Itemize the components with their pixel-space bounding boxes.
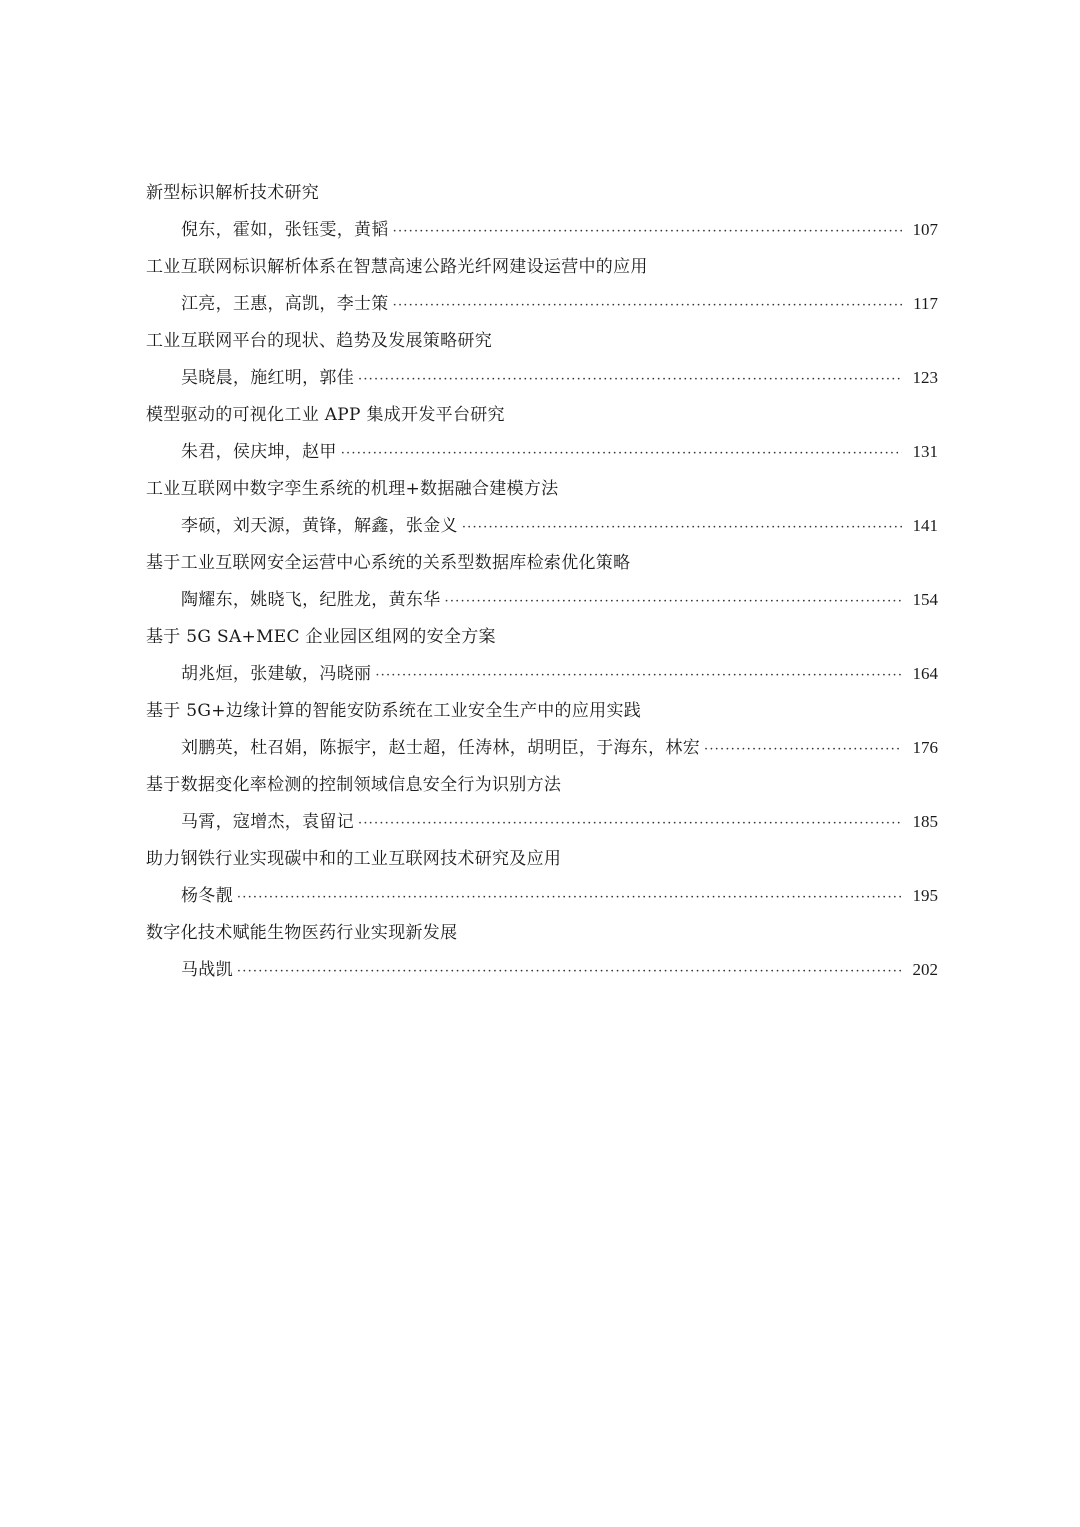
entry-authors: 杨冬靓 (181, 886, 233, 906)
entry-authors: 刘鹏英，杜召娟，陈振宇，赵士超，任涛林，胡明臣，于海东，林宏 (181, 738, 700, 758)
entry-authors: 马霄，寇增杰，袁留记 (181, 812, 354, 832)
entry-byline (146, 732, 938, 769)
entry-title: 数字化技术赋能生物医药行业实现新发展 (146, 923, 458, 943)
entry-page-number: 123 (912, 368, 938, 387)
entry-title: 模型驱动的可视化工业 APP 集成开发平台研究 (146, 405, 505, 425)
toc-entry (146, 473, 938, 547)
entry-byline (146, 436, 938, 473)
entry-authors: 吴晓晨，施红明，郭佳 (181, 368, 354, 388)
entry-authors: 李硕，刘天源，黄锋，解鑫，张金义 (181, 516, 458, 536)
toc-entry (146, 917, 938, 991)
entry-page-number: 141 (912, 516, 938, 535)
entry-byline (146, 806, 938, 843)
entry-title: 助力钢铁行业实现碳中和的工业互联网技术研究及应用 (146, 849, 562, 869)
dot-leader (704, 734, 902, 766)
entry-title: 工业互联网平台的现状、趋势及发展策略研究 (146, 331, 492, 351)
entry-page-number: 154 (912, 590, 938, 609)
entry-byline (146, 288, 938, 325)
entry-page-number: 176 (912, 738, 938, 757)
entry-authors: 朱君，侯庆坤，赵甲 (181, 442, 337, 462)
entry-authors: 胡兆烜，张建敏，冯晓丽 (181, 664, 372, 684)
entry-title: 新型标识解析技术研究 (146, 183, 319, 203)
dot-leader (393, 290, 902, 322)
entry-authors: 倪东，霍如，张钰雯，黄韬 (181, 220, 389, 240)
entry-title: 基于工业互联网安全运营中心系统的关系型数据库检索优化策略 (146, 553, 631, 573)
dot-leader (375, 660, 902, 692)
entry-page-number: 202 (912, 960, 938, 979)
toc-entry (146, 399, 938, 473)
dot-leader (393, 216, 902, 248)
entry-page-number: 164 (912, 664, 938, 683)
toc-entry (146, 547, 938, 621)
table-of-contents (146, 177, 938, 991)
dot-leader (237, 882, 902, 914)
dot-leader (462, 512, 902, 544)
entry-byline (146, 510, 938, 547)
toc-entry (146, 843, 938, 917)
toc-entry (146, 325, 938, 399)
entry-page-number: 131 (912, 442, 938, 461)
entry-byline (146, 584, 938, 621)
toc-entry (146, 769, 938, 843)
entry-authors: 陶耀东，姚晓飞，纪胜龙，黄东华 (181, 590, 441, 610)
dot-leader (341, 438, 902, 470)
entry-page-number: 185 (912, 812, 938, 831)
entry-byline (146, 362, 938, 399)
entry-byline (146, 880, 938, 917)
entry-page-number: 195 (912, 886, 938, 905)
entry-byline (146, 954, 938, 991)
entry-authors: 江亮，王惠，高凯，李士策 (181, 294, 389, 314)
dot-leader (445, 586, 903, 618)
entry-title: 基于 5G+边缘计算的智能安防系统在工业安全生产中的应用实践 (146, 701, 642, 721)
dot-leader (358, 364, 902, 396)
entry-title: 工业互联网中数字孪生系统的机理+数据融合建模方法 (146, 479, 559, 499)
toc-entry (146, 251, 938, 325)
dot-leader (358, 808, 902, 840)
toc-entry (146, 695, 938, 769)
toc-entry (146, 621, 938, 695)
entry-byline (146, 658, 938, 695)
entry-title: 工业互联网标识解析体系在智慧高速公路光纤网建设运营中的应用 (146, 257, 648, 277)
entry-byline (146, 214, 938, 251)
entry-title: 基于数据变化率检测的控制领域信息安全行为识别方法 (146, 775, 562, 795)
entry-title: 基于 5G SA+MEC 企业园区组网的安全方案 (146, 627, 496, 647)
dot-leader (237, 956, 902, 988)
entry-authors: 马战凯 (181, 960, 233, 980)
toc-entry (146, 177, 938, 251)
entry-page-number: 107 (912, 220, 938, 239)
entry-page-number: 117 (913, 294, 938, 313)
